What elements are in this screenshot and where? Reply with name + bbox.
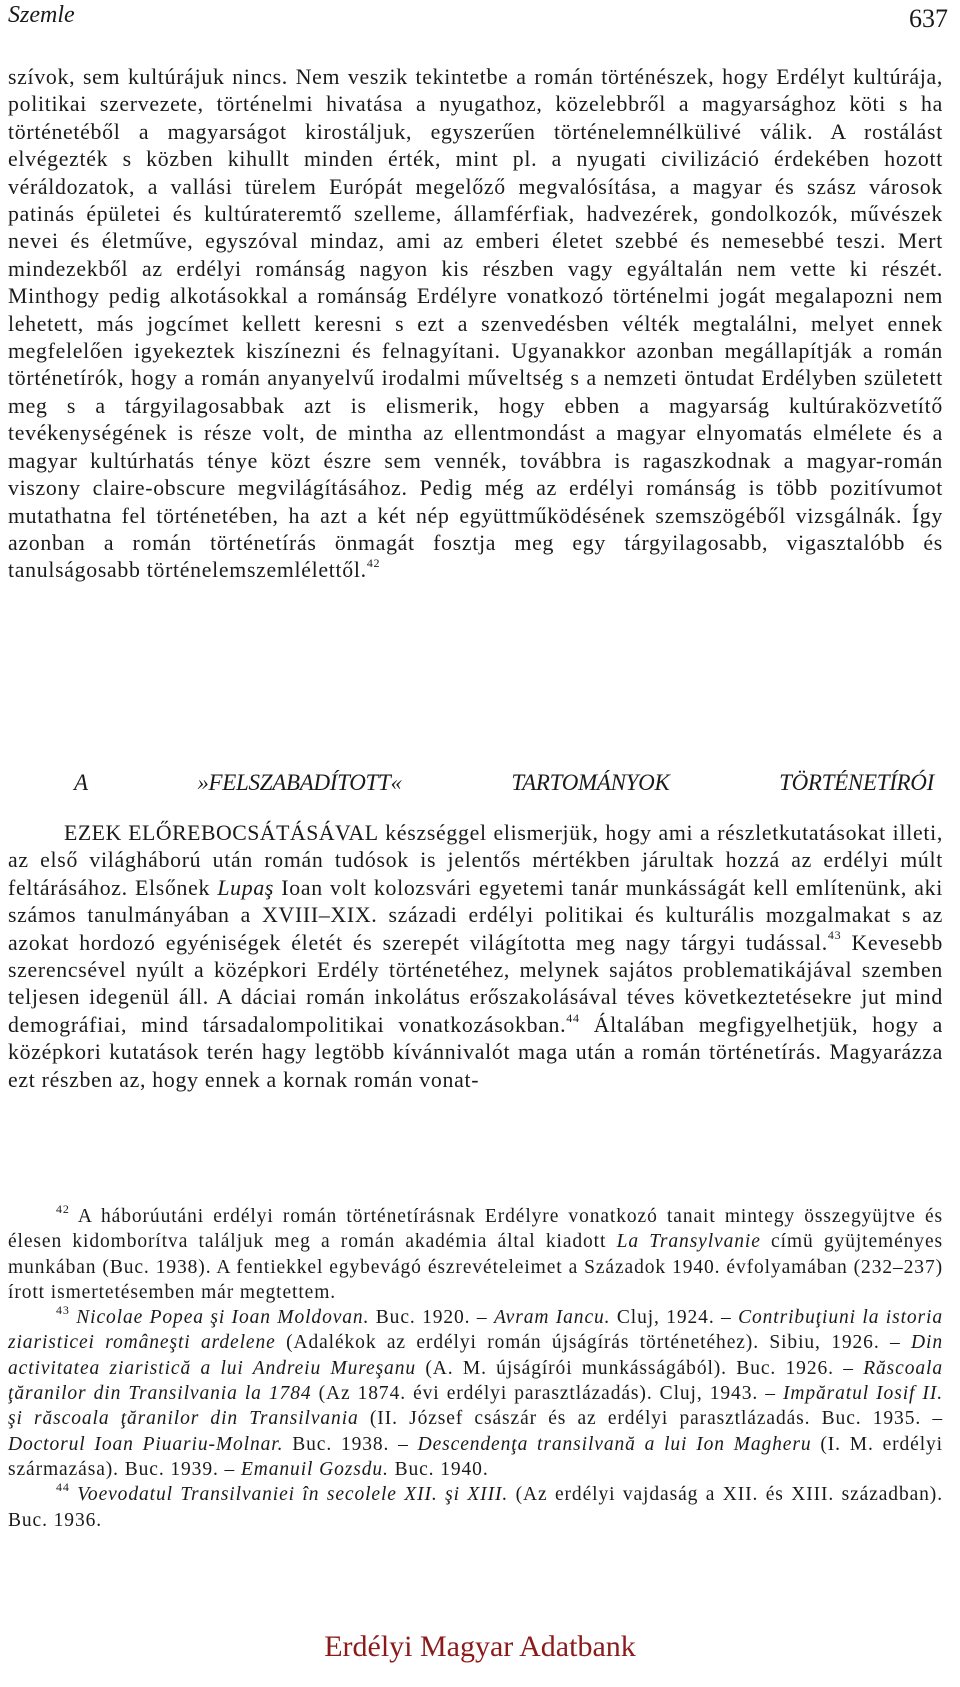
footnote-number: 43 <box>56 1302 70 1317</box>
footnote-ref-42[interactable]: 42 <box>366 556 381 571</box>
footnote-43 <box>8 1302 944 1482</box>
work-title: Doctorul Ioan Piuariu-Molnar. <box>8 1433 284 1455</box>
work-title: Din activitatea ziaristică a lui Andreiu Mureşanu <box>8 1332 943 1379</box>
footnote-text: (Az 1874. évi erdélyi parasztlázadás). Cluj, 1943. – <box>311 1383 783 1405</box>
work-title: Descendenţa transilvană a lui Ion Magheru <box>417 1433 812 1455</box>
section-lead: EZEK ELŐREBOCSÁTÁSÁVAL <box>64 821 379 845</box>
section-text-3: Kevesebb szerencsével nyúlt a középkori Erdély történetéhez, melynek sajátos problematikájával szemben teljesen idegenül áll. A dáciai román inkolátus erőszakolásával téves következtetésekre jut mind demográfiai, mind társadalompolitikai vonatkozásokban. <box>8 930 943 1037</box>
footnote-ref-44[interactable]: 44 <box>566 1010 580 1025</box>
footnote-text: Buc. 1940. <box>388 1458 489 1480</box>
author-name: Lupaş <box>217 875 275 900</box>
work-title: Nicolae Popea şi Ioan Moldovan. <box>76 1307 370 1329</box>
section-text-2: Ioan volt kolozsvári egyetemi tanár munkásságát kell említenünk, aki számos tanulmányában a XVIII–XIX. századi erdélyi politikai és kulturális mozgalmakat s az azokat hordozó egyéniségek életét és szerepét világította meg nagy tárgyi tudással. <box>8 875 943 955</box>
footnote-text: Cluj, 1924. – <box>610 1307 739 1329</box>
page-number: 637 <box>909 4 948 33</box>
footnote-44 <box>8 1479 943 1533</box>
watermark-footer[interactable]: Erdélyi Magyar Adatbank <box>324 1630 636 1663</box>
heading-word-2: »FELSZABADÍTOTT« <box>197 770 402 795</box>
heading-word-3: TARTOMÁNYOK <box>511 770 670 795</box>
section-paragraph <box>8 820 943 1094</box>
footnotes <box>8 1201 944 1533</box>
section-text-1: készséggel elismerjük, hogy ami a részletkutatásokat illeti, az első világháború után román tudósok is jelentős mértékben járultak hozzá az erdélyi múlt feltárásához. Elsőnek <box>8 821 943 900</box>
footnote-text: (Az erdélyi vajdaság a XII. és XIII. században). Buc. 1936. <box>8 1484 943 1531</box>
footnote-number: 42 <box>56 1201 70 1216</box>
main-paragraph <box>8 64 943 585</box>
work-title: Avram Iancu. <box>493 1307 611 1329</box>
main-text: szívok, sem kultúrájuk nincs. Nem veszik tekintetbe a román történészek, hogy Erdélyt kultúrája, politikai szervezete, történelmi hivatása a nyugathoz, közelebbről a magyarsághoz köti s ha történetéből a magyarságot kirostáljuk, egyszerűen történelemnélkülivé válik. A rostálást elvégezték s közben kihullt minden érték, mint pl. a nyugati civilizáció érdekében hozott véráldozatok, a vallási türelem Európát megelőző megvalósítása, a magyar és szász városok patinás épületei és kultúrateremtő szelleme, államférfiak, hadvezérek, gondolkozók, művészek nevei és életműve, egyszóval mindaz, ami az emberi életet szebbé és nemesebbé teszi. Mert mindezekből az erdélyi románság nagyon kis részben vagy egyáltalán nem vette ki részét. Minthogy pedig alkotásokkal a románság Erdélyre vonatkozó történelmi jogát megalapozni nem lehetett, más jogcímet kellett keresni s ezt a szenvedésben vélték megtalálni, melyet ennek megfelelően igyekeztek kiszínezni és felnagyítani. Ugyanakkor azonban megállapítják a román történetírók, hogy a román anyanyelvű irodalmi műveltség s a nemzeti öntudat Erdélyben született meg s a tárgyilagosabbak azt is elismerik, hogy ebben a magyarság kultúraközvetítő tevékenységének is része volt, de mintha az ellentmondást a magyar elnyomatás elmélete és a magyar kultúrhatás ténye közt észre sem vennék, továbbra is ragaszkodnak a magyar-román viszony claire-obscure megvilágításához. Pedig még az erdélyi románság is több pozitívumot mutathatna fel történetében, ha azt a két nép együttműködésének szemszögéből vizsgálnák. Így azonban a román történetírás önmagát fosztja meg egy tárgyilagosabb, vigasztalóbb és tanulságosabb történelemszemlélettől. <box>8 65 943 583</box>
heading-word-4: TÖRTÉNETÍRÓI <box>779 770 934 795</box>
work-title: Contribuţiuni la istoria ziaristicei româneşti ardelene <box>8 1307 944 1354</box>
footnote-42 <box>8 1201 943 1305</box>
section-text-4: Általában megfigyelhetjük, hogy a középkori kutatások terén hagy legtöbb kívánnivalót maga után a román történetírás. Magyarázza ezt részben az, hogy ennek a kornak román vonat- <box>8 1012 943 1092</box>
page-header <box>8 0 948 34</box>
footnote-text: (I. M. erdélyi származása). Buc. 1939. – <box>8 1433 944 1480</box>
work-title: La Transylvanie <box>616 1231 761 1253</box>
footnote-text: Buc. 1938. – <box>283 1433 418 1455</box>
footnote-text: (A. M. újságírói munkásságából). Buc. 1926. – <box>416 1357 864 1379</box>
footnote-text: (Adalékok az erdélyi román újságírás történetéhez). Sibiu, 1926. – <box>275 1332 912 1354</box>
journal-title: Szemle <box>8 2 75 28</box>
footnote-text: címü gyüjteményes munkában (Buc. 1938). A fentiekkel egybevágó észrevételeimet a Századok 1940. évfolyamában (232–237) írott ismertetésemben már megtettem. <box>8 1231 943 1303</box>
heading-word-1: A <box>74 770 88 795</box>
footnote-text: A háborúutáni erdélyi román történetírásnak Erdélyre vonatkozó tanait mintegy összegyüjtve és élesen kidomborítva találjuk meg a román akadémia által kiadott <box>8 1206 943 1253</box>
work-title: Răscoala ţăranilor din Transilvania la 1784 <box>8 1357 943 1405</box>
work-title: Emanuil Gozsdu. <box>240 1458 389 1480</box>
footnote-ref-43[interactable]: 43 <box>827 928 842 943</box>
footnote-number: 44 <box>56 1479 70 1494</box>
footnote-text: (II. József császár és az erdélyi parasztlázadás. Buc. 1935. – <box>358 1408 943 1430</box>
work-title: Voevodatul Transilvaniei în secolele XII. şi XIII. <box>77 1484 509 1506</box>
footnote-text: Buc. 1920. – <box>369 1307 494 1329</box>
section-heading <box>74 770 934 796</box>
work-title: Impăratul Iosif II. şi răscoala ţăranilor din Transilvania <box>8 1383 943 1430</box>
